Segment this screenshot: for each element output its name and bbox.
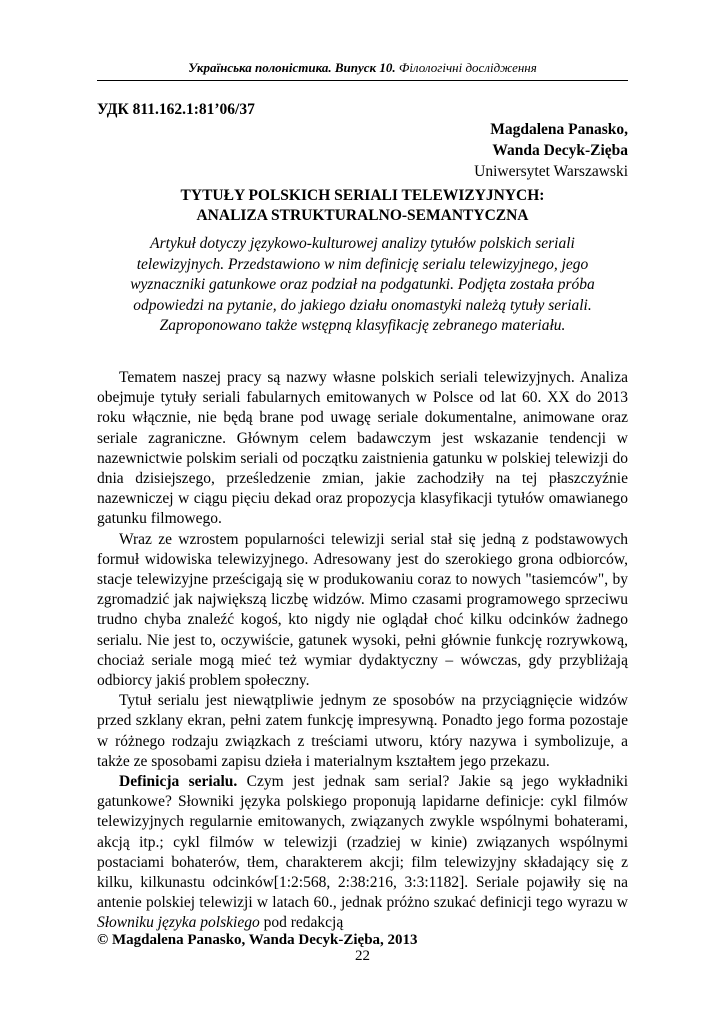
author-2: Wanda Decyk-Zięba bbox=[492, 142, 628, 159]
title-line-1: TYTUŁY POLSKICH SERIALI TELEWIZYJNYCH: bbox=[180, 187, 545, 204]
title-line-2: ANALIZA STRUKTURALNO-SEMANTYCZNA bbox=[196, 207, 529, 224]
journal-name: Українська полоністика. Випуск 10. bbox=[188, 60, 396, 75]
affiliation: Uniwersytet Warszawski bbox=[474, 163, 628, 180]
paragraph-4-end: pod redakcją bbox=[259, 914, 344, 932]
abstract-line-3: wyznaczniki gatunkowe oraz podział na podgatunki. Podjęta została próba bbox=[130, 276, 595, 293]
paragraph-1: Tematem naszej pracy są nazwy własne polskich seriali telewizyjnych. Analiza obejmuje tytuły seriali fabularnych emitowanych w Polsce od lat 60. XX do 2013 roku włącznie, nie będą brane pod uwagę seriale dokumentalne, animowane oraz seriale zagraniczne. Głównym celem badawczym jest wskazanie tendencji w nazewnictwie polskim seriali od początku zaistnienia gatunku w polskiej telewizji do dnia dzisiejszego, prześledzenie zmian, jakie zachodziły na tej płaszczyźnie nazewniczej w ciągu pięciu dekad oraz propozycja klasyfikacji tytułów omawianego gatunku filmowego. bbox=[97, 369, 628, 528]
paragraph-2: Wraz ze wzrostem popularności telewizji serial stał się jedną z podstawowych formuł widowiska telewizyjnego. Adresowany jest do szerokiego grona odbiorców, stacje telewizyjne prześcigają się w produkowaniu coraz to nowych "tasiemców", by zgromadzić jak największą liczbę widzów. Mimo czasami programowego sprzeciwu trudno chyba znaleźć kogoś, kto nigdy nie oglądał choć kilku odcinków żadnego serialu. Nie jest to, oczywiście, gatunek wysoki, pełni głównie funkcję rozrywkową, chociaż seriale mogą mieć też wymiar dydaktyczny – wówczas, gdy przybliżają odbiorcy jakiś problem społeczny. bbox=[97, 530, 628, 690]
abstract-line-2: telewizyjnych. Przedstawiono w nim definicję serialu telewizyjnego, jego bbox=[136, 255, 589, 273]
paragraph-3: Tytuł serialu jest niewątpliwie jednym ze sposobów na przyciągnięcie widzów przed szklany ekran, pełni zatem funkcję impresywną. Ponadto jego forma pozostaje w różnego rodzaju związkach z treściami utworu, który nazywa i symbolizuje, a także ze sposobami zapisu dzieła i materialnym kształtem jego przekazu. bbox=[97, 692, 628, 770]
body-text bbox=[97, 368, 628, 934]
page-number: 22 bbox=[355, 948, 370, 964]
author-block bbox=[474, 119, 628, 182]
abstract-line-5: Zaproponowano także wstępną klasyfikację zebranego materiału. bbox=[159, 317, 566, 334]
abstract-line-4: odpowiedzi na pytanie, do jakiego działu onomastyki należą tytuły seriali. bbox=[133, 296, 592, 314]
copyright-notice: © Magdalena Panasko, Wanda Decyk-Zięba, 2013 bbox=[97, 932, 418, 948]
abstract-line-1: Artykuł dotyczy językowo-kulturowej analizy tytułów polskich seriali bbox=[150, 235, 575, 252]
abstract bbox=[97, 234, 628, 337]
dictionary-title: Słowniku języka polskiego bbox=[97, 914, 260, 932]
paragraph-4 bbox=[97, 772, 628, 934]
section-heading-definicja: Definicja serialu. bbox=[119, 773, 238, 791]
running-header bbox=[97, 60, 628, 81]
article-title bbox=[97, 186, 628, 226]
paragraph-4-text: Czym jest jednak sam serial? Jakie są jego wykładniki gatunkowe? Słowniki języka polskiego proponują lapidarne definicje: cykl filmów telewizyjnych regularnie emitowanych, związanych zwykle wspólnymi bohaterami, akcją itp.; cykl filmów w telewizji (rzadziej w kinie) związanych wspólnymi postaciami bohaterów, tłem, charakterem akcji; film telewizyjny składający się z kilku, kilkunastu odcinków[1:2:568, 2:38:216, 3:3:1182]. Seriale pojawiły się na antenie polskiej telewizji w latach 60., jednak próżno szukać definicji tego wyrazu w bbox=[97, 773, 628, 912]
udk-code: УДК 811.162.1:81’06/37 bbox=[97, 101, 255, 118]
author-1: Magdalena Panasko, bbox=[490, 121, 628, 138]
journal-section: Філологічні дослідження bbox=[398, 60, 537, 75]
